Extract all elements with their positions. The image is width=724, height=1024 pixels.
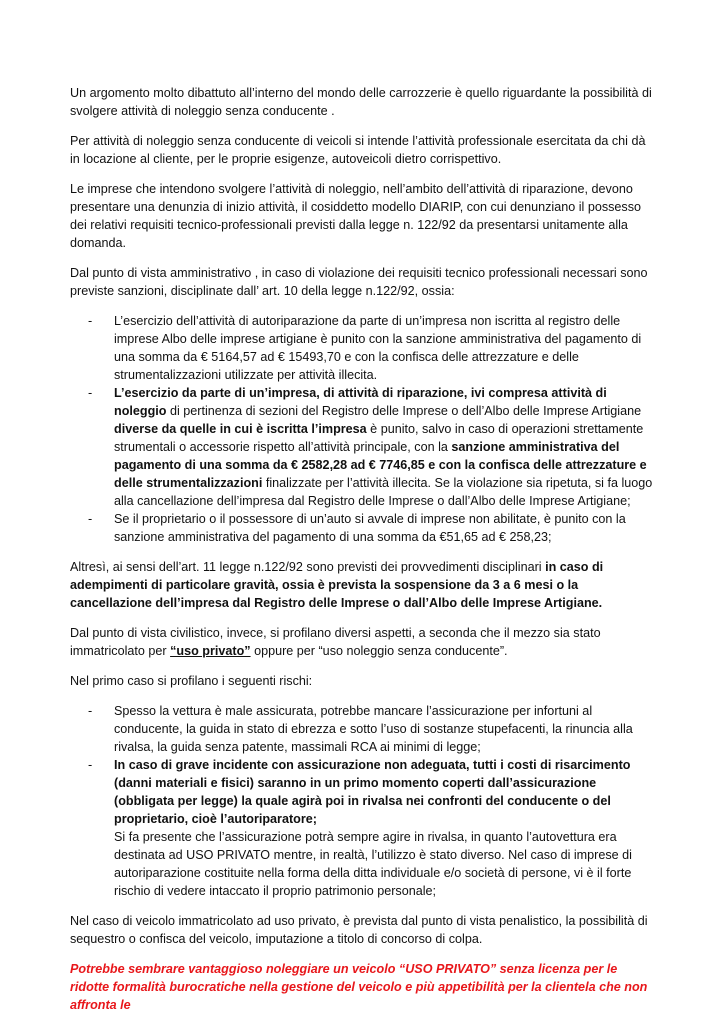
body-text: Altresì, ai sensi dell’art. 11 legge n.122/92 sono previsti dei provvedimenti disciplinari	[70, 560, 546, 574]
list-item	[70, 384, 658, 510]
list-item: - L’esercizio dell’attività di autoriparazione da parte di un’impresa non iscritta al registro delle imprese Albo delle imprese artigiane è punito con la sanzione amministrativa del pagamento di una somma da € 5164,57 ad € 15493,70 e con la confisca delle attrezzature e delle strumentalizzazioni utilizzate per attività illecita.	[70, 312, 658, 384]
definition-paragraph: Per attività di noleggio senza conducente di veicoli si intende l’attività professionale esercitata da chi dà in locazione al cliente, per le proprie esigenze, autoveicoli dietro corrispettivo.	[70, 134, 646, 166]
bold-text: In caso di grave incidente con assicurazione non adeguata, tutti i costi di risarcimento (danni materiali e fisici) saranno in un primo momento coperti dall’assicurazione (obbligata per legge) la quale agirà poi in rivalsa nei confronti del conducente o del proprietario, cioè l’autoriparatore;	[114, 758, 631, 826]
bold-text: in caso di adempimenti di particolare gravità, ossia è prevista la sospensione da 3 a 6 mesi o la cancellazione dell’impresa dal Registro delle Imprese o dall’Albo delle Imprese Artigiane.	[70, 560, 604, 610]
bold-text: sanzione amministrativa del pagamento di una somma da € 2582,28 ad € 7746,85 e con la confisca delle attrezzature e delle strumentalizzazioni	[114, 440, 647, 490]
diarip-paragraph: Le imprese che intendono svolgere l’attività di noleggio, nell’ambito dell’attività di riparazione, devono presentare una denunzia di inizio attività, il cosiddetto modello DIARIP, con cui denunziano il possesso dei relativi requisiti tecnico-professionali previsti dalla legge n. 122/92 da presentarsi unitamente alla domanda.	[70, 182, 642, 250]
body-text: Dal punto di vista civilistico, invece, si profilano diversi aspetti, a seconda che il mezzo sia stato immatricolato per	[70, 626, 601, 658]
bold-text: diverse da quelle in cui è iscritta l’impresa	[114, 422, 367, 436]
risks-list	[70, 702, 658, 900]
sanctions-list	[70, 312, 658, 546]
highlight-paragraph: Potrebbe sembrare vantaggioso noleggiare un veicolo “USO PRIVATO” senza licenza per le ridotte formalità burocratiche nella gestione del veicolo e più appetibilità per la clientela che non affronta le	[70, 962, 648, 1012]
body-text: oppure per “uso noleggio senza conducente”.	[250, 644, 508, 658]
penal-paragraph: Nel caso di veicolo immatricolato ad uso privato, è prevista dal punto di vista penalistico, la possibilità di sequestro o confisca del veicolo, imputazione a titolo di concorso di colpa.	[70, 914, 648, 946]
administrative-paragraph: Dal punto di vista amministrativo , in caso di violazione dei requisiti tecnico professionali necessari sono previste sanzioni, disciplinate dall’ art. 10 della legge n.122/92, ossia:	[70, 266, 648, 298]
disciplinary-paragraph	[70, 558, 658, 612]
body-text: di pertinenza di sezioni del Registro delle Imprese o dell’Albo delle Imprese Artigiane	[166, 404, 642, 418]
bold-text: L’esercizio da parte di un’impresa, di attività di riparazione, ivi compresa attività di noleggio	[114, 386, 607, 418]
list-item: - Spesso la vettura è male assicurata, potrebbe mancare l’assicurazione per infortuni al conducente, la guida in stato di ebrezza e sotto l’uso di sostanze stupefacenti, la rinuncia alla rivalsa, la guida senza patente, massimali RCA ai minimi di legge;	[70, 702, 658, 756]
body-text: finalizzate per l’attività illecita. Se la violazione sia ripetuta, si fa luogo alla cancellazione dell’impresa dal Registro delle Imprese o dall’Albo delle Imprese Artigiane;	[114, 476, 653, 508]
body-text: è punito, salvo in caso di operazioni strettamente strumentali o accessorie rispetto all’attività principale, con la	[114, 422, 644, 454]
risks-intro-paragraph: Nel primo caso si profilano i seguenti rischi:	[70, 674, 313, 688]
list-item	[70, 756, 658, 900]
underlined-bold-text: “uso privato”	[170, 644, 251, 658]
intro-paragraph: Un argomento molto dibattuto all’interno del mondo delle carrozzerie è quello riguardante la possibilità di svolgere attività di noleggio senza conducente .	[70, 86, 652, 118]
body-text: Si fa presente che l’assicurazione potrà sempre agire in rivalsa, in quanto l’autovettura era destinata ad USO PRIVATO mentre, in realtà, l’utilizzo è stato diverso. Nel caso di imprese di autoriparazione costituite nella forma della ditta individuale e/o società di persone, vi è il forte rischio di vedere intaccato il proprio patrimonio personale;	[114, 830, 632, 898]
civil-paragraph	[70, 624, 658, 660]
list-item: - Se il proprietario o il possessore di un’auto si avvale di imprese non abilitate, è punito con la sanzione amministrativa del pagamento di una somma da €51,65 ad € 258,23;	[70, 510, 658, 546]
